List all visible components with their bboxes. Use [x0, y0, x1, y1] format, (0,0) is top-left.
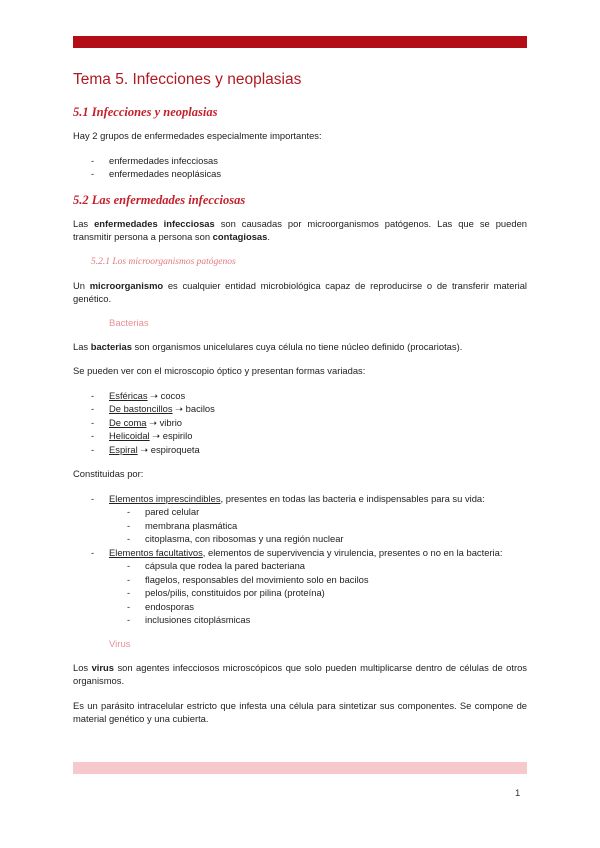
list-item: - Espiral ➝ espiroqueta: [73, 443, 527, 457]
list-item: - De coma ➝ vibrio: [73, 416, 527, 430]
bacteria-elements-list: [73, 492, 527, 627]
section-5-1-intro: Hay 2 grupos de enfermedades especialmente importantes:: [73, 130, 322, 141]
list-item: - enfermedades neoplásicas: [73, 167, 527, 181]
virus-description: Es un parásito intracelular estricto que infesta una célula para sintetizar sus componentes. Se compone de material genético y una cubierta.: [73, 699, 527, 724]
section-5-2-heading: 5.2 Las enfermedades infecciosas: [73, 192, 246, 207]
list-item: - Elementos imprescindibles, presentes en todas las bacteria e indispensables para su vida: - pared celular - membrana plasmática - citoplasma, con ribosomas y una región nuclear: [73, 492, 527, 546]
bacterias-forms-intro: Se pueden ver con el microscopio óptico y presentan formas variadas:: [73, 365, 366, 376]
list-item: - pared celular: [73, 505, 527, 519]
list-item: - citoplasma, con ribosomas y una región nuclear: [73, 532, 527, 546]
list-item: - pelos/pilis, constituidos por pilina (proteína): [73, 586, 527, 600]
optional-elements-list: [109, 559, 527, 627]
list-item: - De bastoncillos ➝ bacilos: [73, 402, 527, 416]
list-item: - membrana plasmática: [73, 519, 527, 533]
essential-elements-list: [109, 505, 527, 546]
list-item: - endosporas: [73, 600, 527, 614]
bacterias-definition: Las bacterias son organismos unicelulares cuya célula no tiene núcleo definido (procariotas).: [73, 340, 463, 352]
bacteria-composition-intro: Constituidas por:: [73, 468, 144, 479]
virus-heading: Virus: [109, 638, 131, 650]
microorganism-definition: Un microorganismo es cualquier entidad microbiológica capaz de reproducirse o de transferir material genético.: [73, 279, 527, 304]
list-item: - enfermedades infecciosas: [73, 154, 527, 168]
list-item: - cápsula que rodea la pared bacteriana: [73, 559, 527, 573]
page-content: [73, 70, 527, 737]
bacteria-forms-list: [73, 389, 527, 457]
list-item: - Helicoidal ➝ espirilo: [73, 429, 527, 443]
bacterias-heading: Bacterias: [109, 317, 149, 329]
virus-definition: Los virus son agentes infecciosos microscópicos que solo pueden multiplicarse dentro de células de otros organismos.: [73, 661, 527, 686]
page-title: Tema 5. Infecciones y neoplasias: [73, 71, 302, 88]
footer-bar: [73, 762, 527, 774]
section-5-2-paragraph: Las enfermedades infecciosas son causadas por microorganismos patógenos. Las que se pueden transmitir persona a persona son contagiosas.: [73, 217, 527, 242]
header-bar: [73, 36, 527, 48]
list-item: - Esféricas ➝ cocos: [73, 389, 527, 403]
disease-groups-list: [73, 154, 527, 181]
list-item: - flagelos, responsables del movimiento solo en bacilos: [73, 573, 527, 587]
section-5-2-1-heading: 5.2.1 Los microorganismos patógenos: [91, 256, 236, 267]
list-item: - Elementos facultativos, elementos de supervivencia y virulencia, presentes o no en la bacteria: - cápsula que rodea la pared bacteriana - flagelos, responsables del movimiento solo en bacilos - pelos/pilis, constituidos por pilina (proteína) - endosporas - inclusiones citoplásmicas: [73, 546, 527, 627]
section-5-1-heading: 5.1 Infecciones y neoplasias: [73, 105, 218, 119]
list-item: - inclusiones citoplásmicas: [73, 613, 527, 627]
page-number: 1: [515, 788, 521, 799]
